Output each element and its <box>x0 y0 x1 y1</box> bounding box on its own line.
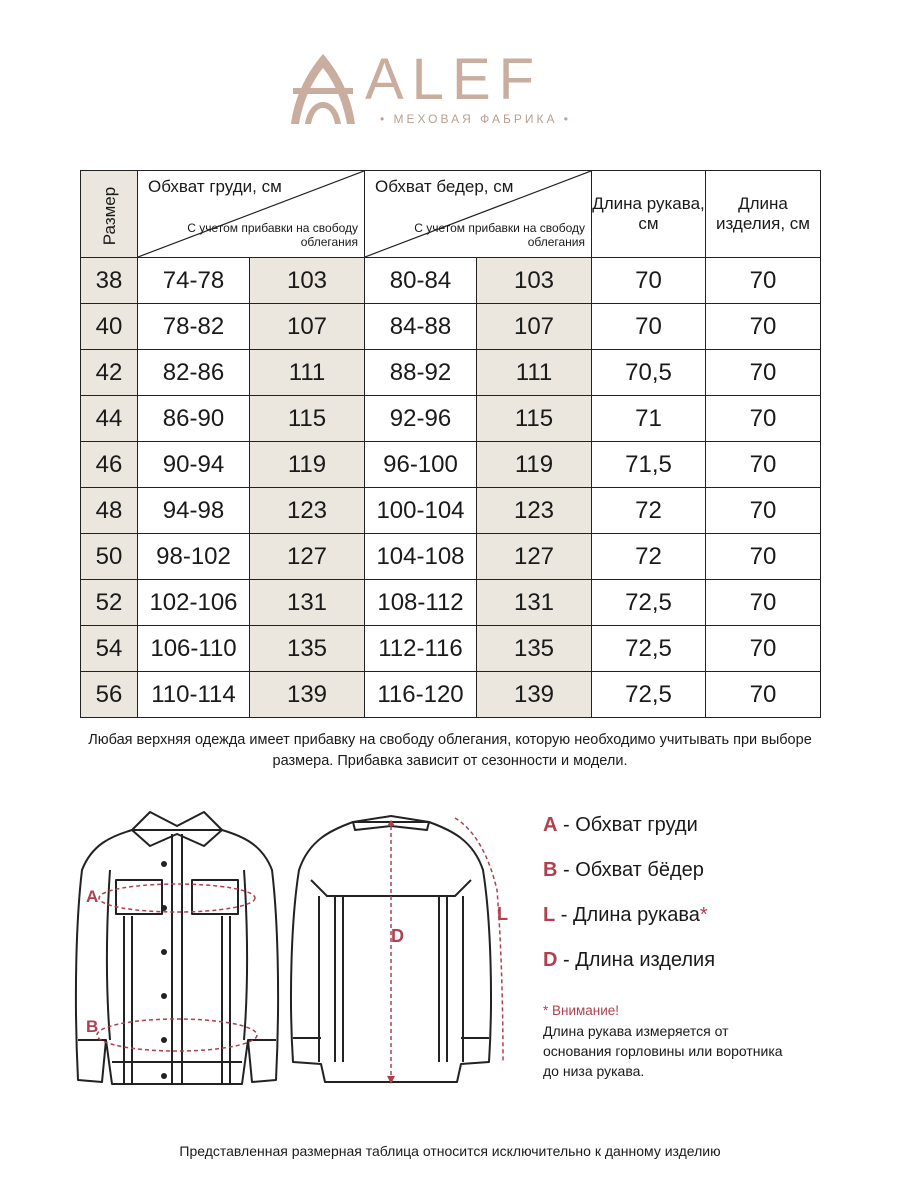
cell-hips: 92-96 <box>365 396 477 442</box>
label-d: D <box>391 926 404 946</box>
cell-chest-allowance: 131 <box>250 580 365 626</box>
cell-chest-allowance: 119 <box>250 442 365 488</box>
cell-chest: 110-114 <box>138 672 250 718</box>
cell-chest: 82-86 <box>138 350 250 396</box>
cell-length: 70 <box>706 350 821 396</box>
table-row <box>81 396 821 442</box>
table-row <box>81 534 821 580</box>
cell-sleeve: 70 <box>592 258 706 304</box>
header-sleeve: Длина рукава, см <box>592 171 706 258</box>
cell-chest-allowance: 139 <box>250 672 365 718</box>
cell-hips: 116-120 <box>365 672 477 718</box>
cell-hips: 100-104 <box>365 488 477 534</box>
legend-item-chest: A - Обхват груди <box>543 814 698 836</box>
brand-name: ALEF <box>365 47 543 112</box>
cell-size: 54 <box>81 626 138 672</box>
cell-hips-allowance: 139 <box>477 672 592 718</box>
cell-hips-allowance: 127 <box>477 534 592 580</box>
table-header-row <box>81 171 821 258</box>
cell-hips: 80-84 <box>365 258 477 304</box>
header-length: Длина изделия, см <box>706 171 821 258</box>
brand-logo <box>285 48 615 138</box>
table-body <box>81 258 821 718</box>
cell-sleeve: 72 <box>592 488 706 534</box>
measurement-legend <box>543 814 715 994</box>
size-table <box>80 170 821 718</box>
fit-note: Любая верхняя одежда имеет прибавку на свободу облегания, которую необходимо учитывать при выборе размера. Прибавка зависит от сезонности и модели. <box>88 732 812 769</box>
cell-sleeve: 71,5 <box>592 442 706 488</box>
header-chest <box>138 171 365 258</box>
cell-sleeve: 72,5 <box>592 672 706 718</box>
jacket-back-drawing <box>287 800 527 1100</box>
cell-chest: 86-90 <box>138 396 250 442</box>
cell-sleeve: 70 <box>592 304 706 350</box>
legend-item-length: D - Длина изделия <box>543 949 716 971</box>
cell-chest: 98-102 <box>138 534 250 580</box>
cell-hips: 84-88 <box>365 304 477 350</box>
brand-tagline: • МЕХОВАЯ ФАБРИКА • <box>380 112 571 126</box>
header-hips-allowance: С учетом прибавки на свободу облегания <box>414 221 585 249</box>
label-a: A <box>86 887 99 906</box>
cell-size: 44 <box>81 396 138 442</box>
cell-chest-allowance: 127 <box>250 534 365 580</box>
cell-chest: 74-78 <box>138 258 250 304</box>
footer-note: Представленная размерная таблица относится исключительно к данному изделию <box>179 1143 721 1159</box>
legend-item-sleeve: L - Длина рукава* <box>543 904 708 926</box>
table-row <box>81 580 821 626</box>
header-hips <box>365 171 592 258</box>
cell-size: 40 <box>81 304 138 350</box>
cell-sleeve: 70,5 <box>592 350 706 396</box>
cell-hips-allowance: 103 <box>477 258 592 304</box>
cell-size: 56 <box>81 672 138 718</box>
cell-hips: 96-100 <box>365 442 477 488</box>
cell-length: 70 <box>706 534 821 580</box>
cell-chest: 106-110 <box>138 626 250 672</box>
cell-hips: 112-116 <box>365 626 477 672</box>
cell-size: 42 <box>81 350 138 396</box>
cell-sleeve: 72,5 <box>592 580 706 626</box>
cell-chest-allowance: 111 <box>250 350 365 396</box>
header-size: Размер <box>81 171 138 258</box>
cell-size: 48 <box>81 488 138 534</box>
label-l: L <box>497 904 508 924</box>
jacket-front-drawing <box>72 800 282 1100</box>
warning-text: Длина рукава измеряется от основания горловины или воротника до низа рукава. <box>543 1023 783 1079</box>
table-row <box>81 304 821 350</box>
cell-size: 52 <box>81 580 138 626</box>
cell-sleeve: 72 <box>592 534 706 580</box>
cell-length: 70 <box>706 580 821 626</box>
cell-chest: 78-82 <box>138 304 250 350</box>
cell-length: 70 <box>706 626 821 672</box>
cell-size: 38 <box>81 258 138 304</box>
cell-length: 70 <box>706 488 821 534</box>
cell-hips-allowance: 131 <box>477 580 592 626</box>
table-row <box>81 488 821 534</box>
cell-hips-allowance: 115 <box>477 396 592 442</box>
warning-title: * Внимание! <box>543 1003 620 1018</box>
cell-chest-allowance: 123 <box>250 488 365 534</box>
cell-length: 70 <box>706 396 821 442</box>
cell-hips: 88-92 <box>365 350 477 396</box>
header-chest-allowance: С учетом прибавки на свободу облегания <box>187 221 358 249</box>
cell-length: 70 <box>706 258 821 304</box>
cell-chest-allowance: 115 <box>250 396 365 442</box>
cell-length: 70 <box>706 672 821 718</box>
cell-sleeve: 72,5 <box>592 626 706 672</box>
cell-chest-allowance: 103 <box>250 258 365 304</box>
cell-length: 70 <box>706 442 821 488</box>
cell-hips-allowance: 111 <box>477 350 592 396</box>
cell-sleeve: 71 <box>592 396 706 442</box>
table-row <box>81 442 821 488</box>
table-row <box>81 350 821 396</box>
cell-hips: 104-108 <box>365 534 477 580</box>
cell-hips-allowance: 123 <box>477 488 592 534</box>
cell-size: 46 <box>81 442 138 488</box>
cell-hips: 108-112 <box>365 580 477 626</box>
cell-hips-allowance: 119 <box>477 442 592 488</box>
cell-chest-allowance: 107 <box>250 304 365 350</box>
cell-hips-allowance: 107 <box>477 304 592 350</box>
cell-chest: 94-98 <box>138 488 250 534</box>
table-row <box>81 258 821 304</box>
header-hips-label: Обхват бедер, см <box>375 177 514 196</box>
header-chest-label: Обхват груди, см <box>148 177 282 196</box>
cell-hips-allowance: 135 <box>477 626 592 672</box>
cell-chest-allowance: 135 <box>250 626 365 672</box>
cell-length: 70 <box>706 304 821 350</box>
cell-chest: 90-94 <box>138 442 250 488</box>
table-row <box>81 626 821 672</box>
logo-mark-icon <box>285 48 361 128</box>
cell-size: 50 <box>81 534 138 580</box>
table-row <box>81 672 821 718</box>
cell-chest: 102-106 <box>138 580 250 626</box>
legend-item-hips: B - Обхват бёдер <box>543 859 704 881</box>
label-b: B <box>86 1017 99 1036</box>
